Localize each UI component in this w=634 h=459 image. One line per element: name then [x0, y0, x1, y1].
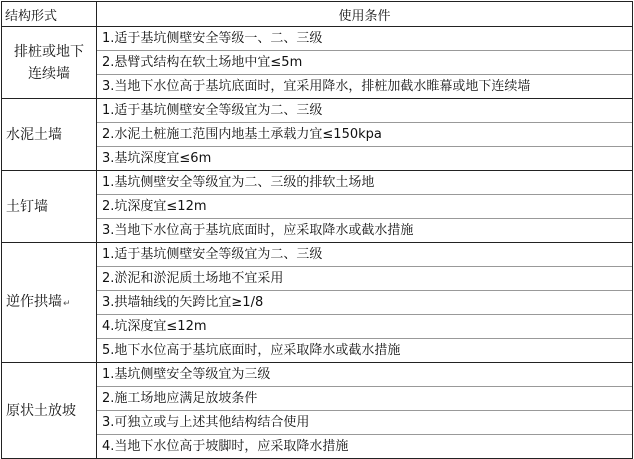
table-row	[2, 243, 633, 363]
conditions-cell	[97, 243, 633, 363]
table-row	[2, 99, 633, 171]
condition-item: 3.当地下水位高于基坑底面时，应采取降水或截水措施	[102, 223, 414, 238]
structure-type-cell	[2, 243, 97, 363]
structure-type-cell: 原状土放坡	[2, 363, 97, 459]
table-row	[2, 27, 633, 99]
condition-item: 3.拱墙轴线的矢跨比宜≥1/8	[97, 291, 632, 315]
conditions-cell	[97, 171, 633, 243]
header-usage-conditions: 使用条件	[97, 2, 633, 27]
structure-type-line: 排桩或地下	[14, 43, 84, 60]
conditions-cell	[97, 27, 633, 99]
conditions-cell	[97, 99, 633, 171]
structure-type-cell: 土钉墙	[2, 171, 97, 243]
condition-item: 4.当地下水位高于坡脚时，应采取降水措施	[102, 439, 349, 454]
return-mark-icon: ↵	[63, 298, 71, 309]
condition-item: 2.坑深度宜≤12m	[97, 195, 632, 219]
condition-item: 3.当地下水位高于基坑底面时，宜采用降水，排桩加截水睢幕或地下连续墙	[102, 79, 531, 94]
structure-conditions-table	[1, 1, 633, 459]
condition-item: 4.坑深度宜≤12m	[97, 315, 632, 339]
condition-item: 2.淤泥和淤泥质土场地不宜采用	[97, 267, 632, 291]
condition-item: 5.地下水位高于基坑底面时，应采取降水或截水措施	[102, 343, 401, 358]
table-header-row	[2, 2, 633, 27]
condition-item: 2.水泥土桩施工范围内地基土承载力宜≤150kpa	[97, 123, 632, 147]
condition-item: 1.基坑侧壁安全等级宜为二、三级的排软土场地	[97, 171, 632, 195]
condition-item: 3.可独立或与上述其他结构结合使用	[97, 411, 632, 435]
structure-type-label: 逆作拱墙	[6, 293, 62, 310]
structure-type-cell	[2, 27, 97, 99]
condition-item: 1.适于基坑侧壁安全等级一、二、三级	[97, 27, 632, 51]
table-row	[2, 363, 633, 459]
condition-item: 1.适于基坑侧壁安全等级宜为二、三级	[97, 243, 632, 267]
header-structure-type: 结构形式	[2, 2, 97, 27]
conditions-cell	[97, 363, 633, 459]
table-row	[2, 171, 633, 243]
condition-item: 2.悬臂式结构在软土场地中宜≤5m	[97, 51, 632, 75]
condition-item: 2.施工场地应满足放坡条件	[97, 387, 632, 411]
structure-type-line: 连续墙	[28, 65, 70, 82]
condition-item: 1.适于基坑侧壁安全等级宜为二、三级	[97, 99, 632, 123]
condition-item: 3.基坑深度宜≤6m	[102, 151, 212, 166]
structure-type-cell: 水泥土墙	[2, 99, 97, 171]
condition-item: 1.基坑侧壁安全等级宜为三级	[97, 363, 632, 387]
